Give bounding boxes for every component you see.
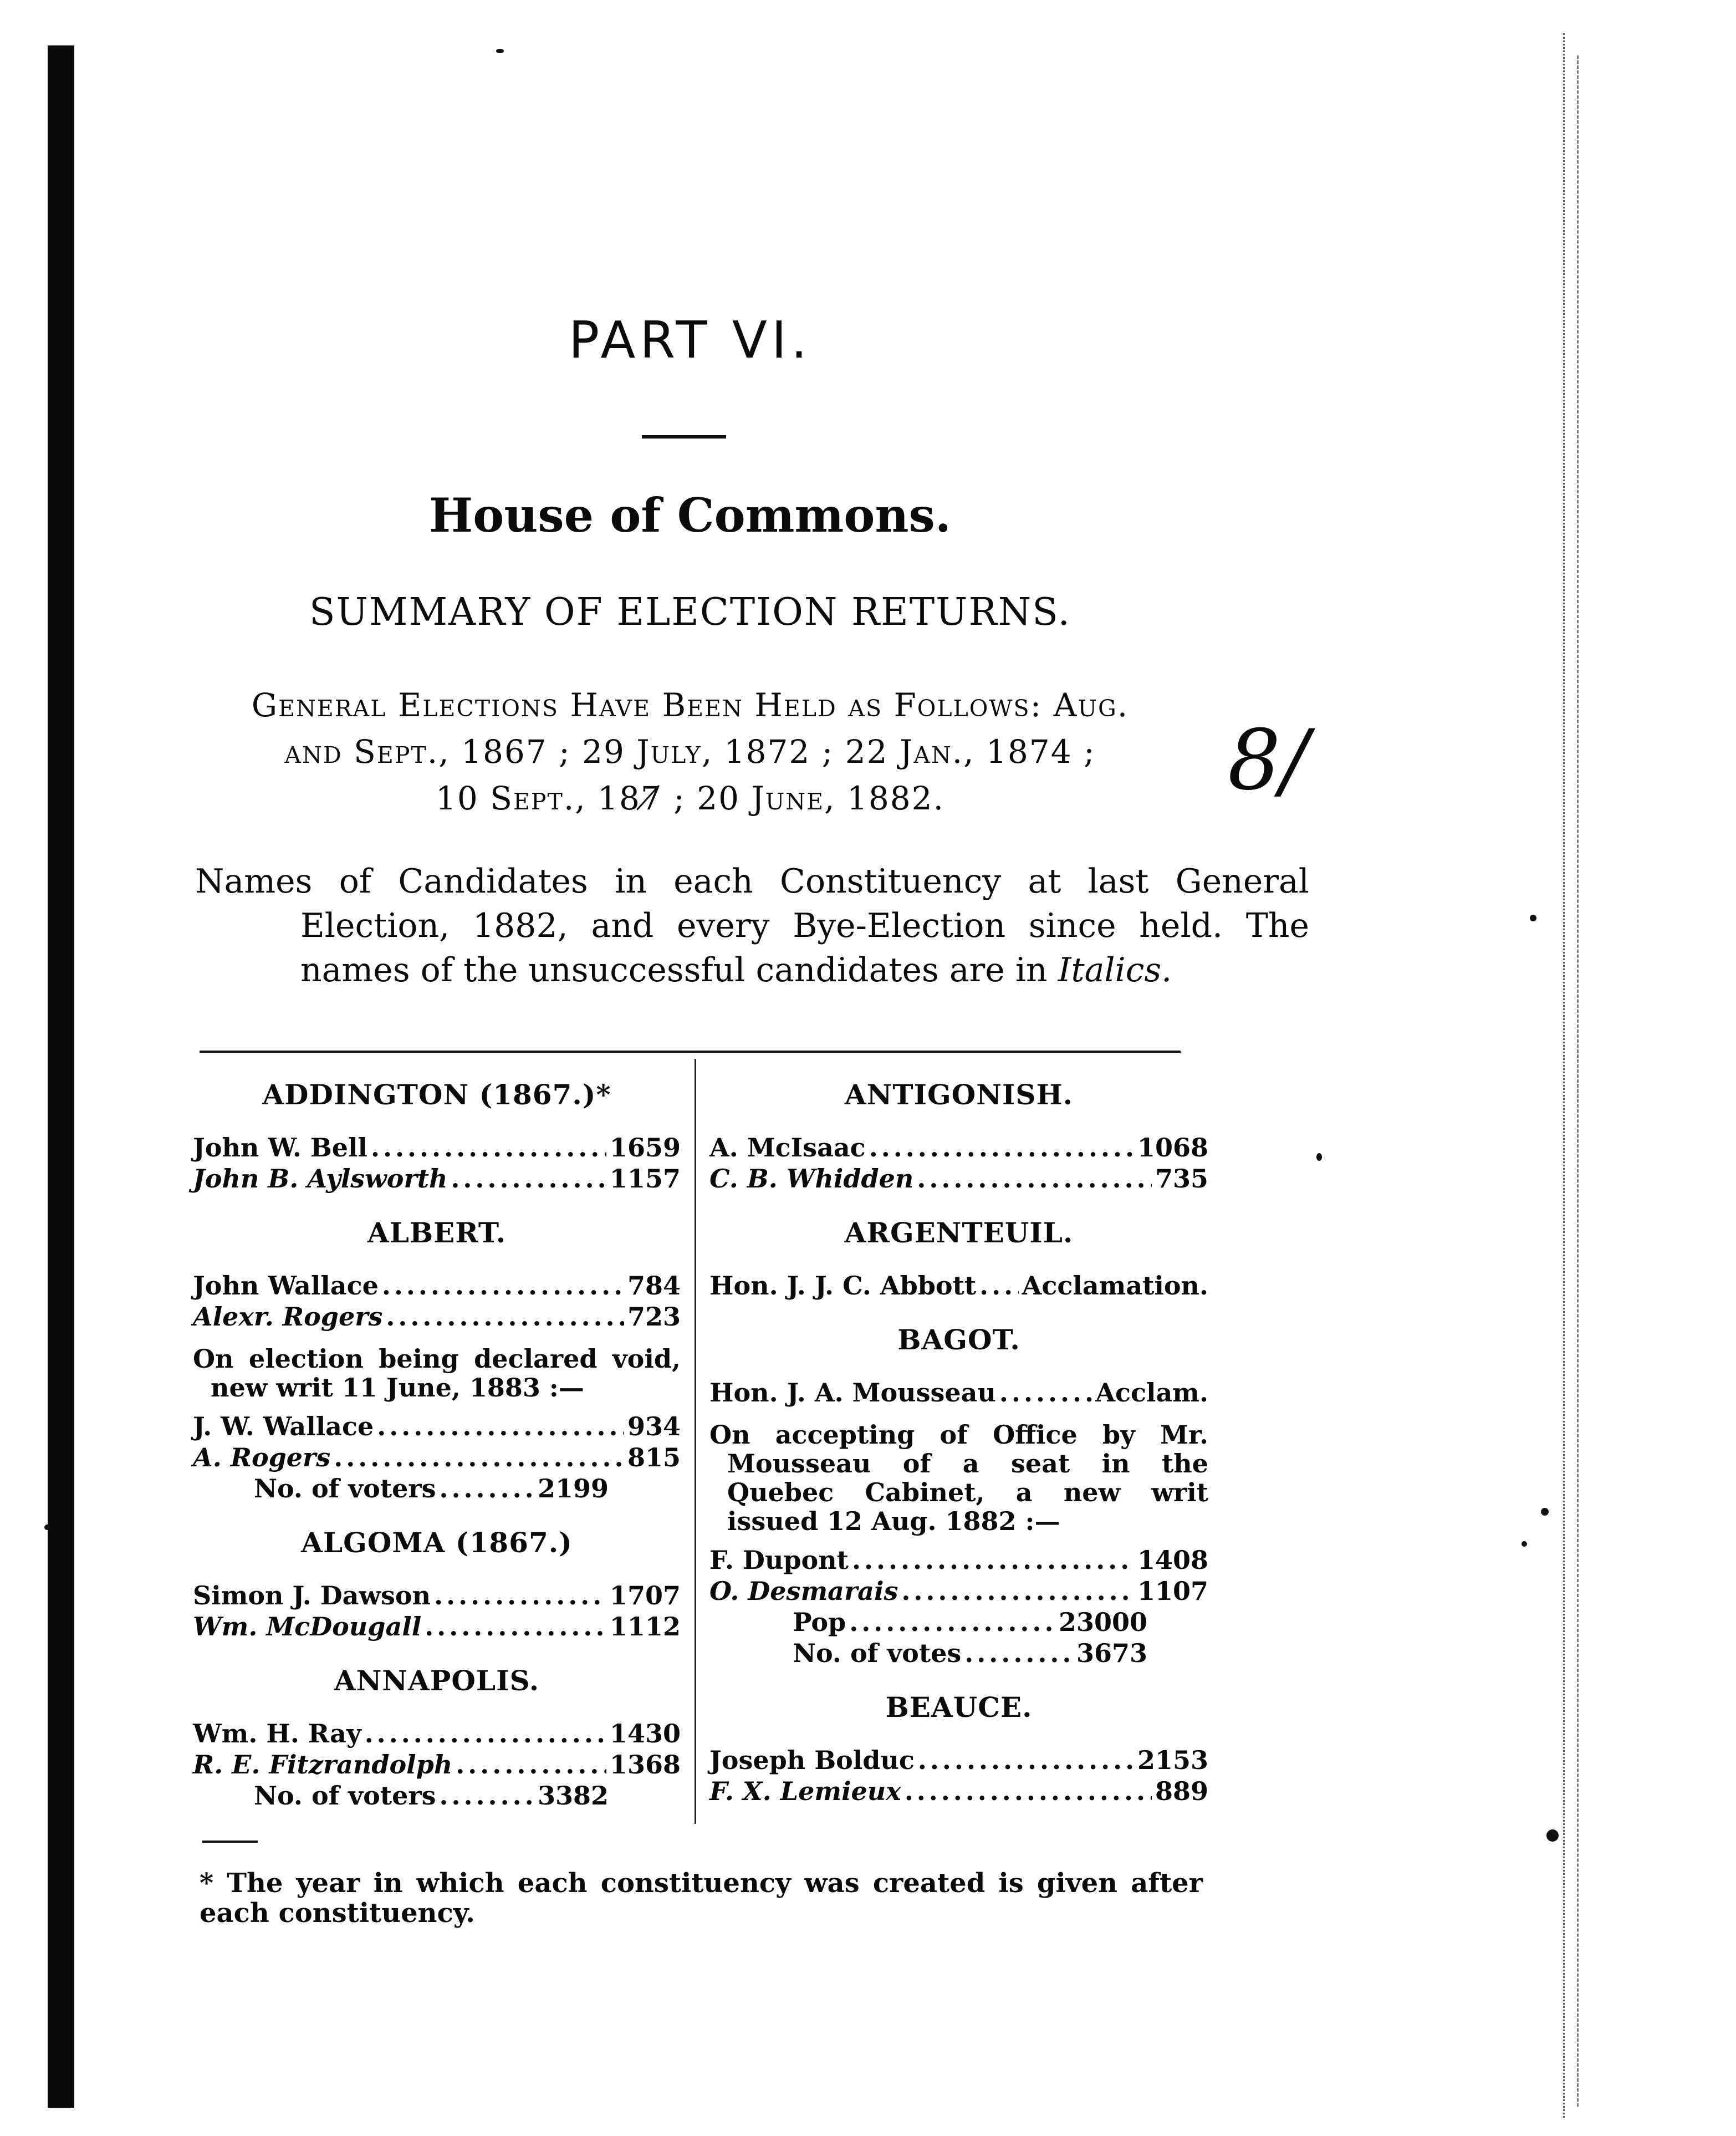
elections-line-2: and Sept., 1867 ; 29 July, 1872 ; 22 Jan., 1874 ; (284, 733, 1096, 771)
vote-count: 1659 (609, 1133, 681, 1163)
candidate-row (709, 1576, 1208, 1607)
candidate-row (709, 1270, 1208, 1301)
voters-row (193, 1780, 681, 1811)
voters-count: 3382 (537, 1781, 609, 1811)
candidate-row (193, 1132, 681, 1163)
candidate-row (193, 1580, 681, 1611)
elections-line-3: 10 Sept., 187̸ ; 20 June, 1882. (435, 779, 945, 817)
leader-dots (869, 1132, 1134, 1163)
leader-dots (964, 1638, 1073, 1669)
vote-count: 2153 (1137, 1745, 1208, 1775)
election-result: Acclamation. (1022, 1271, 1208, 1301)
column-divider (695, 1059, 696, 1824)
vote-count: 1068 (1137, 1133, 1208, 1163)
votes-count: 3673 (1076, 1638, 1147, 1668)
scan-speck (1316, 1153, 1322, 1161)
part-heading: PART VI. (568, 310, 812, 370)
candidate-row (709, 1377, 1208, 1408)
population-count: 23000 (1058, 1607, 1147, 1637)
page-edge-marks-2 (1577, 55, 1581, 2107)
candidate-name: Simon J. Dawson (193, 1581, 431, 1610)
constituency-beauce (709, 1691, 1208, 1807)
candidate-row (709, 1163, 1208, 1194)
vote-count: 1112 (609, 1612, 681, 1641)
election-result: Acclam. (1095, 1378, 1208, 1408)
leader-dots (451, 1163, 606, 1194)
vote-count: 784 (627, 1271, 681, 1301)
constituency-algoma (193, 1526, 681, 1642)
bye-election-note: On accepting of Office by Mr. Mousseau of a seat in the Quebec Cabinet, a new writ issued 12 Aug. 1882 :— (709, 1420, 1208, 1536)
candidate-row (193, 1442, 681, 1473)
candidate-row (709, 1544, 1208, 1576)
left-column (193, 1078, 681, 1833)
candidate-name: Hon. J. J. C. Abbott (709, 1271, 977, 1301)
candidate-row (193, 1301, 681, 1332)
population-label: Pop (793, 1607, 846, 1637)
table-top-rule (200, 1051, 1181, 1053)
leader-dots (434, 1580, 606, 1611)
scan-speck (1541, 1508, 1549, 1516)
vote-count: 723 (627, 1302, 681, 1332)
vote-count: 889 (1155, 1776, 1208, 1806)
constituency-heading: BAGOT. (897, 1323, 1020, 1356)
candidate-name: O. Desmarais (709, 1576, 898, 1606)
candidates-note-text: Names of Candidates in each Constituency at last General Election, 1882, and every Bye-Election since held. The names of the unsuccessful candidates are in (195, 862, 1309, 990)
candidate-name: R. E. Fitzrandolph (193, 1750, 453, 1780)
elections-line-1: General Elections Have Been Held as Follows: Aug. (251, 686, 1129, 724)
footnote: * The year in which each constituency was created is given after each constituency. (200, 1868, 1203, 1929)
candidate-row (193, 1718, 681, 1749)
bye-election-note: On election being declared void, new writ 11 June, 1883 :— (193, 1344, 681, 1403)
page-edge-marks (1563, 33, 1567, 2118)
candidate-row (193, 1270, 681, 1301)
title-rule (642, 435, 726, 439)
scan-speck (1521, 1541, 1527, 1547)
leader-dots (456, 1749, 606, 1780)
candidate-name: John W. Bell (193, 1133, 367, 1163)
candidate-name: Hon. J. A. Mousseau (709, 1378, 996, 1408)
right-column (709, 1078, 1208, 1829)
house-heading: House of Commons. (428, 488, 952, 543)
candidate-name: F. X. Lemieux (709, 1776, 901, 1806)
vote-count: 1408 (1137, 1545, 1208, 1575)
constituency-annapolis (193, 1664, 681, 1811)
candidate-row (709, 1776, 1208, 1807)
votes-row (709, 1638, 1208, 1669)
general-elections-dates (183, 682, 1197, 822)
voters-label: No. of voters (254, 1781, 436, 1811)
leader-dots (334, 1442, 624, 1473)
leader-dots (905, 1776, 1152, 1807)
constituency-heading: ALBERT. (367, 1216, 507, 1249)
candidate-name: A. Rogers (193, 1442, 331, 1472)
candidate-row (193, 1749, 681, 1780)
vote-count: 815 (627, 1442, 681, 1472)
leader-dots (852, 1544, 1134, 1576)
scan-speck (1530, 915, 1536, 921)
constituency-heading: ARGENTEUIL. (844, 1216, 1074, 1249)
candidate-name: Wm. McDougall (193, 1612, 422, 1641)
leader-dots (382, 1270, 624, 1301)
constituency-heading: ALGOMA (1867.) (301, 1526, 573, 1559)
voters-row (193, 1473, 681, 1504)
vote-count: 1157 (609, 1164, 681, 1194)
constituency-argenteuil (709, 1216, 1208, 1301)
leader-dots (371, 1132, 606, 1163)
leader-dots (377, 1411, 624, 1442)
candidates-note-italic: Italics. (1058, 951, 1172, 990)
candidate-name: C. B. Whidden (709, 1164, 914, 1194)
constituency-heading: ANNAPOLIS. (334, 1664, 540, 1697)
scan-speck (44, 1525, 50, 1530)
footnote-rule (202, 1841, 258, 1843)
population-row (709, 1607, 1208, 1638)
candidate-row (709, 1132, 1208, 1163)
leader-dots (440, 1473, 534, 1504)
constituency-heading: BEAUCE. (885, 1691, 1033, 1724)
voters-label: No. of voters (254, 1474, 436, 1503)
candidate-name: John Wallace (193, 1271, 379, 1301)
vote-count: 1368 (609, 1750, 681, 1780)
candidate-name: John B. Aylsworth (193, 1164, 448, 1194)
candidate-name: Alexr. Rogers (193, 1302, 383, 1332)
constituency-bagot (709, 1323, 1208, 1669)
leader-dots (440, 1780, 534, 1811)
vote-count: 1430 (609, 1719, 681, 1748)
leader-dots (918, 1745, 1134, 1776)
leader-dots (999, 1377, 1092, 1408)
leader-dots (979, 1270, 1019, 1301)
vote-count: 934 (627, 1411, 681, 1441)
leader-dots (901, 1576, 1134, 1607)
leader-dots (917, 1163, 1152, 1194)
constituency-heading: ADDINGTON (1867.)* (262, 1078, 611, 1111)
voters-count: 2199 (537, 1474, 609, 1503)
candidate-name: Joseph Bolduc (709, 1745, 915, 1775)
candidates-note (195, 859, 1309, 992)
handwritten-page-mark: 8/ (1228, 712, 1309, 809)
candidate-row (193, 1611, 681, 1642)
votes-label: No. of votes (793, 1638, 962, 1668)
scan-speck (1546, 1829, 1559, 1842)
candidate-row (193, 1411, 681, 1442)
leader-dots (849, 1607, 1055, 1638)
candidate-row (709, 1745, 1208, 1776)
vote-count: 1107 (1137, 1576, 1208, 1606)
leader-dots (365, 1718, 606, 1749)
vote-count: 735 (1155, 1164, 1208, 1194)
constituency-antigonish (709, 1078, 1208, 1194)
constituency-heading: ANTIGONISH. (844, 1078, 1074, 1111)
candidate-name: F. Dupont (709, 1545, 849, 1575)
summary-heading: SUMMARY OF ELECTION RETURNS. (309, 590, 1071, 634)
vote-count: 1707 (609, 1581, 681, 1610)
leader-dots (425, 1611, 606, 1642)
leader-dots (386, 1301, 624, 1332)
candidate-name: A. McIsaac (709, 1133, 866, 1163)
candidate-row (193, 1163, 681, 1194)
constituency-albert (193, 1216, 681, 1504)
constituency-addington (193, 1078, 681, 1194)
candidate-name: J. W. Wallace (193, 1411, 374, 1441)
scan-speck (496, 49, 504, 53)
candidate-name: Wm. H. Ray (193, 1719, 361, 1748)
